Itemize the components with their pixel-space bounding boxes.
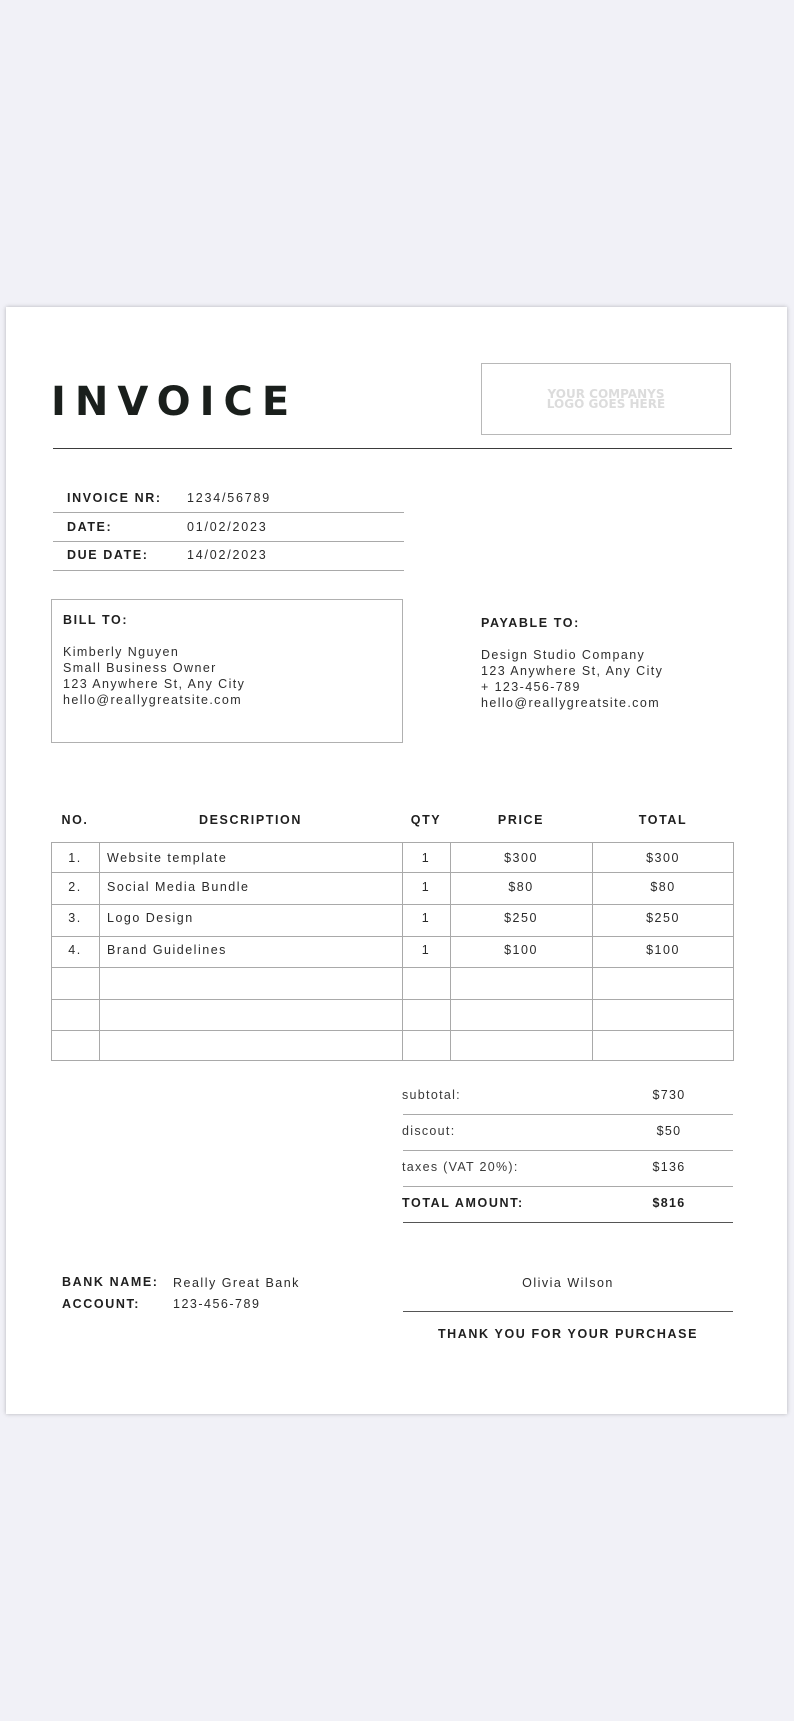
bill-to-box [51, 599, 403, 743]
bank-name-label: BANK NAME: [62, 1275, 159, 1289]
totals-divider [403, 1222, 733, 1223]
totals-divider [403, 1150, 733, 1151]
discount-label: discout: [402, 1124, 456, 1138]
table-row-divider [51, 1030, 734, 1031]
row-price: $250 [504, 911, 538, 925]
row-qty: 1 [421, 880, 431, 894]
table-row [6, 851, 787, 867]
logo-placeholder [481, 363, 731, 435]
table-row-divider [51, 936, 734, 937]
row-qty: 1 [421, 851, 431, 865]
taxes-label: taxes (VAT 20%): [402, 1160, 519, 1174]
table-row [6, 911, 787, 927]
total-amount-value: $816 [652, 1196, 686, 1210]
column-header-qty: QTY [410, 813, 442, 827]
row-description: Website template [107, 851, 228, 865]
bill-to-email: hello@reallygreatsite.com [63, 693, 243, 707]
row-total: $300 [646, 851, 680, 865]
header-divider [53, 448, 732, 449]
due-date-label: DUE DATE: [67, 548, 149, 562]
invoice-number-row [53, 485, 404, 513]
row-price: $100 [504, 943, 538, 957]
signature-line [403, 1311, 733, 1312]
payable-to-email: hello@reallygreatsite.com [481, 696, 661, 710]
due-date-value: 14/02/2023 [187, 548, 268, 562]
invoice-number-value: 1234/56789 [187, 491, 272, 505]
payable-to-heading: PAYABLE TO: [481, 616, 580, 630]
row-price: $300 [504, 851, 538, 865]
date-row [53, 514, 404, 542]
logo-placeholder-line1: YOUR COMPANYS [547, 387, 665, 401]
bill-to-heading: BILL TO: [63, 613, 129, 627]
payable-to-phone: + 123-456-789 [481, 680, 581, 694]
account-label: ACCOUNT: [62, 1297, 141, 1311]
table-row [6, 880, 787, 896]
totals-divider [403, 1186, 733, 1187]
discount-value: $50 [656, 1124, 682, 1138]
row-number: 3. [68, 911, 82, 925]
row-description: Brand Guidelines [107, 943, 227, 957]
date-value: 01/02/2023 [187, 520, 268, 534]
column-header-total: TOTAL [638, 813, 688, 827]
payable-to-details [481, 647, 663, 711]
meta-divider [53, 570, 404, 571]
table-row-divider [51, 999, 734, 1000]
row-total: $250 [646, 911, 680, 925]
meta-divider [53, 512, 404, 513]
row-number: 4. [68, 943, 82, 957]
row-number: 2. [68, 880, 82, 894]
row-description: Logo Design [107, 911, 194, 925]
total-amount-label: TOTAL AMOUNT: [402, 1196, 524, 1210]
invoice-title: INVOICE [51, 379, 299, 425]
row-qty: 1 [421, 911, 431, 925]
bill-to-details [63, 644, 245, 708]
row-description: Social Media Bundle [107, 880, 250, 894]
signatory-name: Olivia Wilson [522, 1276, 614, 1290]
bill-to-name: Kimberly Nguyen [63, 645, 180, 659]
table-row [6, 943, 787, 959]
totals-divider [403, 1114, 733, 1115]
due-date-row [53, 542, 404, 570]
bill-to-address: 123 Anywhere St, Any City [63, 677, 246, 691]
account-value: 123-456-789 [173, 1297, 261, 1311]
row-qty: 1 [421, 943, 431, 957]
column-header-description: DESCRIPTION [198, 813, 303, 827]
invoice-number-label: INVOICE NR: [67, 491, 162, 505]
table-row-divider [51, 872, 734, 873]
table-row-divider [51, 967, 734, 968]
invoice-page [6, 307, 787, 1414]
taxes-value: $136 [652, 1160, 686, 1174]
subtotal-label: subtotal: [402, 1088, 461, 1102]
payable-to-address: 123 Anywhere St, Any City [481, 664, 664, 678]
row-total: $100 [646, 943, 680, 957]
table-row-divider [51, 904, 734, 905]
bank-name-value: Really Great Bank [173, 1276, 300, 1290]
subtotal-value: $730 [652, 1088, 686, 1102]
row-number: 1. [68, 851, 82, 865]
column-header-no: NO. [61, 813, 89, 827]
column-header-price: PRICE [497, 813, 545, 827]
bill-to-role: Small Business Owner [63, 661, 217, 675]
row-total: $80 [650, 880, 676, 894]
payable-to-company: Design Studio Company [481, 648, 646, 662]
row-price: $80 [508, 880, 534, 894]
logo-placeholder-line2: LOGO GOES HERE [546, 397, 666, 411]
thank-you-message: THANK YOU FOR YOUR PURCHASE [437, 1327, 699, 1341]
date-label: DATE: [67, 520, 113, 534]
